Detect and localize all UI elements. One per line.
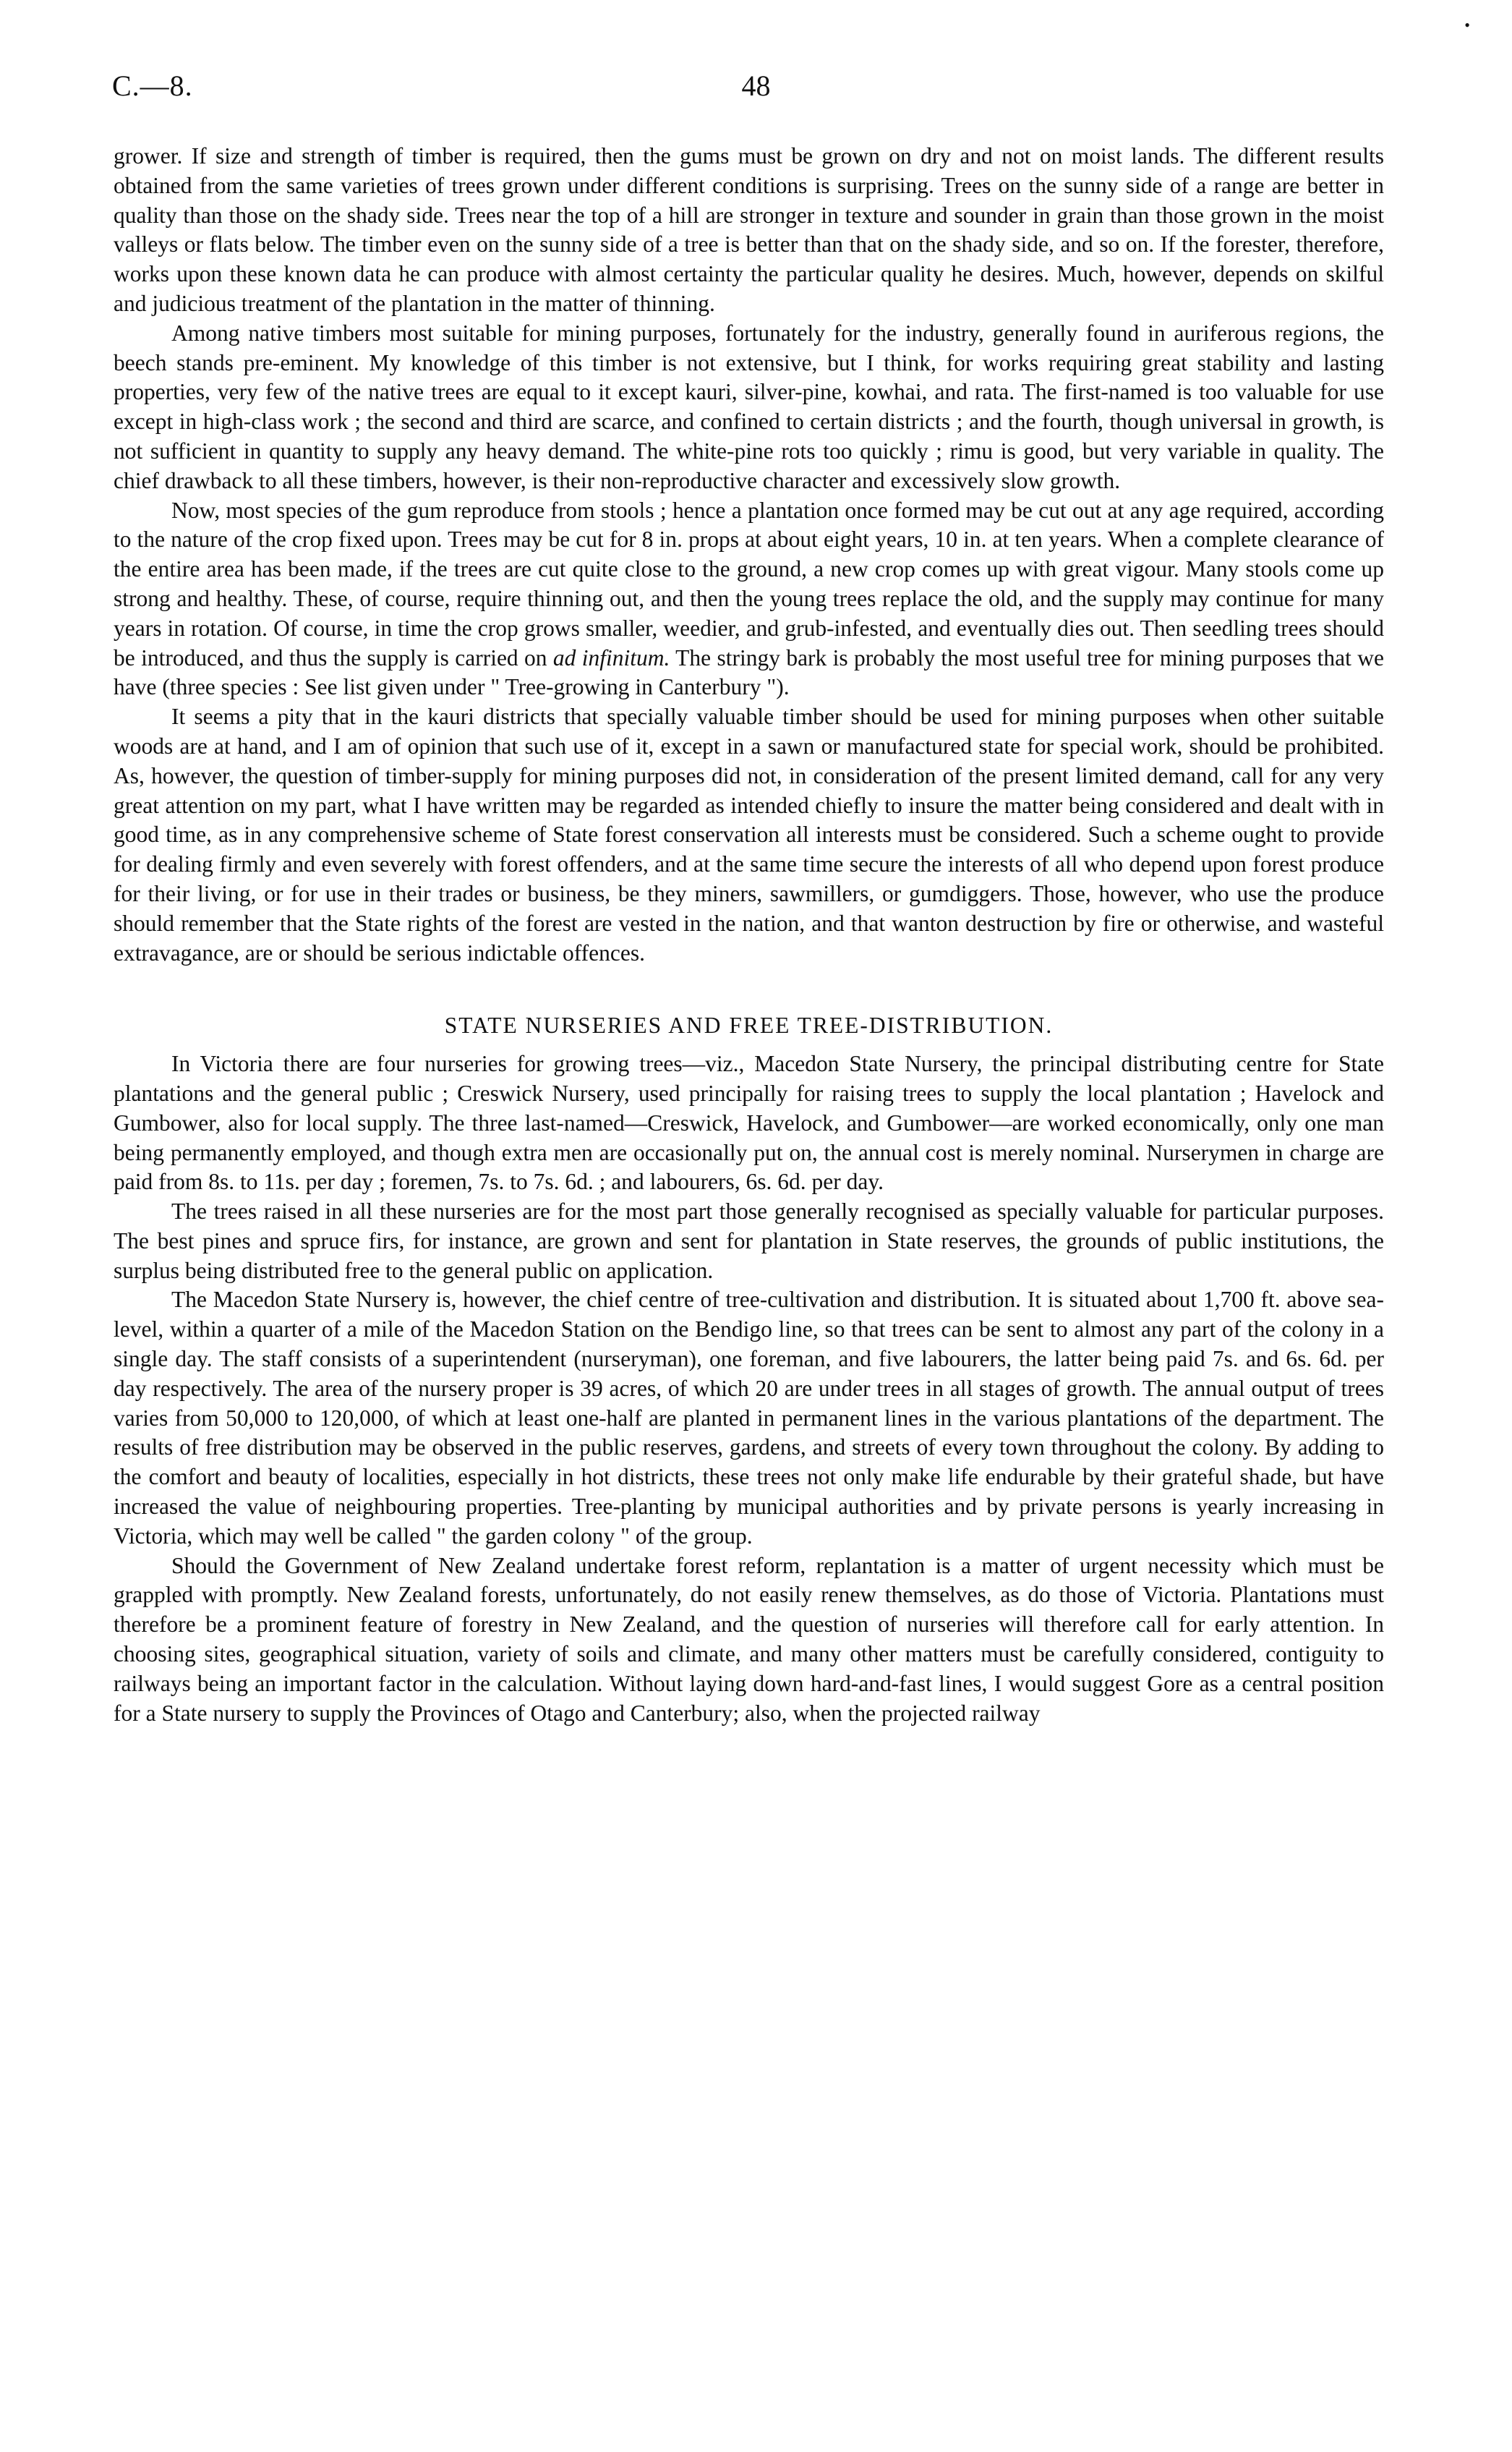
italic-phrase: ad infinitum. [552,644,670,671]
paragraph-native-timbers: Among native timbers most suitable for mining purposes, fortunately for the industry, generally found in auriferous regions, the beech stands pre-eminent. My knowledge of this timber is not extensive, but I think, for works requiring great stability and lasting properties, very few of the native trees are equal to it except kauri, silver-pine, kowhai, and rata. The first-named is too valuable for use except in high-class work ; the second and third are scarce, and confined to certain districts ; and the fourth, though universal in growth, is not sufficient in quantity to supply any heavy demand. The white-pine rots too quickly ; rimu is good, but very variable in quality. The chief drawback to all these timbers, however, is their non-reproductive character and excessively slow growth. [114,320,1384,493]
paragraph-grower: grower. If size and strength of timber is required, then the gums must be grown on dry and not on moist lands. The different results obtained from the same varieties of trees grown under different conditions is surprising. Trees on the sunny side of a range are better in quality than those on the shady side. Trees near the top of a hill are stronger in texture and sounder in grain than those grown in the moist valleys or flats below. The timber even on the sunny side of a tree is better than that on the shady side, and so on. If the forester, therefore, works upon these known data he can produce with almost certainty the particular quality he desires. Much, however, depends on skilful and judicious treatment of the plantation in the matter of thinning. [114,143,1384,316]
paragraph-gum-text-a: Now, most species of the gum reproduce from stools ; hence a plantation once formed may be cut out at any age required, according to the nature of the crop fixed upon. Trees may be cut for 8 in. props at about eight years, 10 in. at ten years. When a complete clearance of the entire area has been made, if the trees are cut quite close to the ground, a new crop comes up with great vigour. Many stools come up strong and healthy. These, of course, require thinning out, and then the young trees replace the old, and the supply may continue for many years in rotation. Of course, in time the crop grows smaller, weedier, and grub-infested, and eventually dies out. Then seedling trees should be introduced, and thus the supply is carried on [114,497,1384,671]
page-header [112,69,1400,112]
paragraph-trees-raised: The trees raised in all these nurseries are for the most part those generally recognised as specially valuable for particular purposes. The best pines and spruce firs, for instance, are grown and sent for plantation in State reserves, the grounds of public institutions, the surplus being distributed free to the general public on application. [114,1199,1384,1283]
paragraph-kauri-districts: It seems a pity that in the kauri districts that specially valuable timber should be used for mining purposes when other suitable woods are at hand, and I am of opinion that such use of it, except in a sawn or manufactured state for special work, should be prohibited. As, however, the question of timber-supply for mining purposes did not, in consideration of the present limited demand, call for any very great attention on my part, what I have written may be regarded as intended chiefly to insure the matter being considered and dealt with in good time, as in any comprehensive scheme of State forest conservation all interests must be considered. Such a scheme ought to provide for dealing firmly and even severely with forest offenders, and at the same time secure the interests of all who depend upon forest produce for their living, or for use in their trades or business, be they miners, sawmillers, or gumdiggers. Those, however, who use the produce should remember that the State rights of the forest are vested in the nation, and that wanton destruction by fire or otherwise, and wasteful extravagance, are or should be serious indictable offences. [114,704,1384,966]
paragraph-macedon-nursery: The Macedon State Nursery is, however, the chief centre of tree-cultivation and distribution. It is situated about 1,700 ft. above sea-level, within a quarter of a mile of the Macedon Station on the Bendigo line, so that trees can be sent to almost any part of the colony in a single day. The staff consists of a superintendent (nurseryman), one foreman, and five labourers, the latter being paid 7s. and 6s. 6d. per day respectively. The area of the nursery proper is 39 acres, of which 20 are under trees in all stages of growth. The annual output of trees varies from 50,000 to 120,000, of which at least one-half are planted in permanent lines in the various plantations of the department. The results of free distribution may be observed in the public reserves, gardens, and streets of every town throughout the colony. By adding to the comfort and beauty of localities, especially in hot districts, these trees not only make life endurable by their grateful shade, but have increased the value of neighbouring properties. Tree-planting by municipal authorities and by private persons is yearly increasing in Victoria, which may well be called " the garden colony " of the group. [114,1287,1384,1549]
body-text [114,142,1384,1728]
page-number: 48 [741,69,771,102]
paragraph-gum-text-b: The stringy bark is probably the most useful tree for mining purposes that we have (three species : See list given under " Tree-growing in Canterbury "). [114,644,1384,700]
corner-mark: • [1464,16,1470,34]
paragraph-victoria-nurseries: In Victoria there are four nurseries for growing trees—viz., Macedon State Nursery, the principal distributing centre for State plantations and the general public ; Creswick Nursery, used principally for raising trees to supply the local plantation ; Havelock and Gumbower, also for local supply. The three last-named—Creswick, Havelock, and Gumbower—are worked economically, only one man being permanently employed, and though extra men are occasionally put on, the annual cost is merely nominal. Nurserymen in charge are paid from 8s. to 11s. per day ; foremen, 7s. to 7s. 6d. ; and labourers, 6s. 6d. per day. [114,1051,1384,1195]
paragraph-gum-reproduction [114,496,1384,703]
paragraph-new-zealand: Should the Government of New Zealand undertake forest reform, replantation is a matter of urgent necessity which must be grappled with promptly. New Zealand forests, unfortunately, do not easily renew themselves, as do those of Victoria. Plantations must therefore be a prominent feature of forestry in New Zealand, and the question of nurseries will therefore call for early attention. In choosing sites, geographical situation, variety of soils and climate, and many other matters must be carefully considered, contiguity to railways being an important factor in the calculation. Without laying down hard-and-fast lines, I would suggest Gore as a central position for a State nursery to supply the Provinces of Otago and Canterbury; also, when the projected railway [114,1552,1384,1726]
section-heading: STATE NURSERIES AND FREE TREE-DISTRIBUTION. [444,1013,1054,1039]
document-reference: C.—8. [112,69,193,102]
